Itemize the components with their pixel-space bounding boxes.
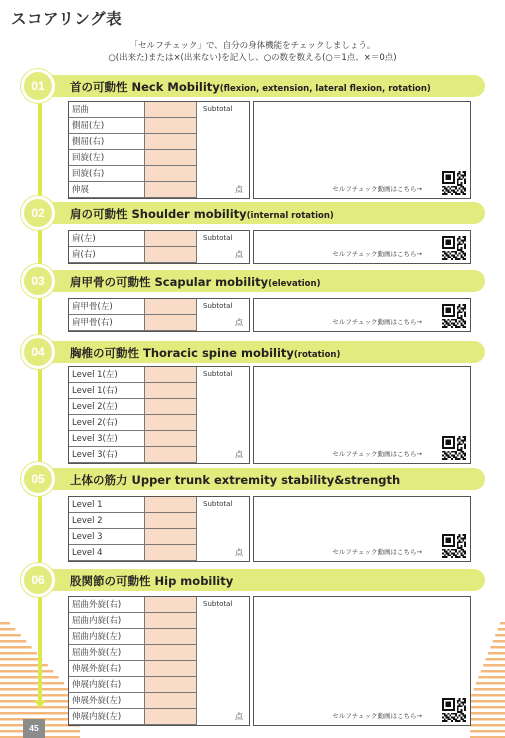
table-row [69,431,197,447]
score-input-cell[interactable] [145,431,197,446]
score-input-cell[interactable] [145,118,197,133]
section-title-text: 胸椎の可動性 Thoracic spine mobility [70,346,294,360]
row-label: Level 3(右) [69,447,145,462]
page-number: 45 [23,719,45,738]
score-input-cell[interactable] [145,134,197,149]
score-input-cell[interactable] [145,247,197,262]
section-title-text: 肩の可動性 Shoulder mobility [70,207,247,221]
video-link-box-01 [253,101,471,199]
points-unit: 点 [235,250,243,259]
score-input-cell[interactable] [145,299,197,314]
score-input-cell[interactable] [145,677,197,692]
row-label: 肩(右) [69,247,145,262]
row-label: 肩甲骨(右) [69,315,145,330]
table-row [69,166,197,182]
video-link-box-05 [253,496,471,562]
table-row [69,247,197,263]
qr-code-icon[interactable] [442,171,466,195]
score-input-cell[interactable] [145,315,197,330]
score-input-cell[interactable] [145,529,197,544]
table-row [69,182,197,198]
table-row [69,231,197,247]
scoring-table-01 [68,101,250,199]
video-link-box-02 [253,230,471,264]
subtotal-cell[interactable] [197,367,249,463]
row-label: 屈曲外旋(右) [69,597,145,612]
row-label: Level 1(右) [69,383,145,398]
score-input-cell[interactable] [145,447,197,462]
qr-code-icon[interactable] [442,304,466,328]
row-label: 屈曲内旋(右) [69,613,145,628]
video-link-box-04 [253,366,471,464]
row-label: 伸展内旋(右) [69,677,145,692]
qr-code-icon[interactable] [442,236,466,260]
row-label: Level 1 [69,497,145,512]
video-link-box-03 [253,298,471,332]
section-title [70,274,320,290]
section-number-badge: 05 [21,462,55,496]
scoring-table-04 [68,366,250,464]
row-label: 屈曲内旋(左) [69,629,145,644]
section-title-text: 上体の筋力 Upper trunk extremity stability&strength [70,473,401,487]
table-row [69,597,197,613]
row-label: Level 3(左) [69,431,145,446]
row-label: Level 3 [69,529,145,544]
points-unit: 点 [235,185,243,194]
score-input-cell[interactable] [145,709,197,724]
section-number-badge: 02 [21,196,55,230]
intro-line-1: 「セルフチェック」で、自分の身体機能をチェックしましょう。 [129,41,376,51]
row-label: 側屈(左) [69,118,145,133]
subtotal-label: Subtotal [203,105,233,113]
subtotal-label: Subtotal [203,234,233,242]
section-title [70,206,334,222]
qr-code-icon[interactable] [442,436,466,460]
row-label: 回旋(左) [69,150,145,165]
section-number-badge: 01 [21,69,55,103]
section-title-subtitle: (rotation) [293,350,341,360]
section-title [70,573,233,589]
score-input-cell[interactable] [145,629,197,644]
self-check-video-link[interactable]: セルフチェック動画はこちら→ [332,185,422,193]
score-input-cell[interactable] [145,231,197,246]
score-input-cell[interactable] [145,613,197,628]
table-row [69,645,197,661]
points-unit: 点 [235,318,243,327]
scoring-table-03 [68,298,250,332]
table-row [69,315,197,331]
section-title [70,345,340,361]
row-label: 側屈(右) [69,134,145,149]
intro-line-2: ○(出来た)または×(出来ない)を記入し、○の数を数える(○＝1点、×＝0点) [108,53,397,63]
points-unit: 点 [235,548,243,557]
subtotal-label: Subtotal [203,370,233,378]
self-check-video-link[interactable]: セルフチェック動画はこちら→ [332,250,422,258]
row-label: 伸展 [69,182,145,197]
section-title-text: 首の可動性 Neck Mobility [70,80,220,94]
scoring-table-02 [68,230,250,264]
table-row [69,415,197,431]
table-row [69,661,197,677]
row-label: Level 2 [69,513,145,528]
table-row [69,613,197,629]
row-label: 回旋(右) [69,166,145,181]
score-input-cell[interactable] [145,150,197,165]
section-title-text: 肩甲骨の可動性 Scapular mobility [70,275,269,289]
points-unit: 点 [235,450,243,459]
table-row [69,513,197,529]
score-input-cell[interactable] [145,182,197,197]
scoring-table-05 [68,496,250,562]
section-number-badge: 06 [21,563,55,597]
section-title-subtitle: (elevation) [268,279,321,289]
table-row [69,447,197,463]
table-row [69,118,197,134]
timeline-line [38,80,42,702]
subtotal-label: Subtotal [203,600,233,608]
table-row [69,677,197,693]
page-title: スコアリング表 [11,10,123,28]
table-row [69,102,197,118]
self-check-video-link[interactable]: セルフチェック動画はこちら→ [332,548,422,556]
row-label: 屈曲外旋(左) [69,645,145,660]
points-unit: 点 [235,712,243,721]
score-input-cell[interactable] [145,545,197,560]
row-label: 屈曲 [69,102,145,117]
table-row [69,709,197,725]
row-label: 伸展内旋(左) [69,709,145,724]
section-number-badge: 04 [21,335,55,369]
timeline-arrow-icon [34,700,46,709]
table-row [69,399,197,415]
section-title [70,472,400,488]
subtotal-cell[interactable] [197,299,249,331]
subtotal-label: Subtotal [203,500,233,508]
score-input-cell[interactable] [145,166,197,181]
row-label: Level 2(左) [69,399,145,414]
score-input-cell[interactable] [145,367,197,382]
section-title [70,79,431,95]
self-check-video-link[interactable]: セルフチェック動画はこちら→ [332,450,422,458]
table-row [69,529,197,545]
qr-code-icon[interactable] [442,698,466,722]
table-row [69,383,197,399]
table-row [69,545,197,561]
scoring-table-06 [68,596,250,726]
score-input-cell[interactable] [145,497,197,512]
table-row [69,629,197,645]
table-row [69,299,197,315]
section-title-subtitle: (flexion, extension, lateral flexion, rotation) [219,84,431,94]
score-input-cell[interactable] [145,415,197,430]
self-check-video-link[interactable]: セルフチェック動画はこちら→ [332,318,422,326]
subtotal-cell[interactable] [197,231,249,263]
score-input-cell[interactable] [145,383,197,398]
row-label: Level 4 [69,545,145,560]
subtotal-label: Subtotal [203,302,233,310]
score-input-cell[interactable] [145,399,197,414]
row-label: Level 1(左) [69,367,145,382]
subtotal-cell[interactable] [197,497,249,561]
section-number-badge: 03 [21,264,55,298]
row-label: 伸展外旋(右) [69,661,145,676]
qr-code-icon[interactable] [442,534,466,558]
self-check-video-link[interactable]: セルフチェック動画はこちら→ [332,712,422,720]
score-input-cell[interactable] [145,645,197,660]
score-input-cell[interactable] [145,693,197,708]
section-title-subtitle: (internal rotation) [246,211,334,221]
row-label: 伸展外旋(左) [69,693,145,708]
table-row [69,134,197,150]
table-row [69,367,197,383]
video-link-box-06 [253,596,471,726]
row-label: 肩甲骨(左) [69,299,145,314]
score-input-cell[interactable] [145,661,197,676]
table-row [69,693,197,709]
subtotal-cell[interactable] [197,102,249,198]
section-title-text: 股関節の可動性 Hip mobility [70,574,234,588]
table-row [69,497,197,513]
score-input-cell[interactable] [145,102,197,117]
row-label: 肩(左) [69,231,145,246]
row-label: Level 2(右) [69,415,145,430]
score-input-cell[interactable] [145,597,197,612]
subtotal-cell[interactable] [197,597,249,725]
score-input-cell[interactable] [145,513,197,528]
table-row [69,150,197,166]
